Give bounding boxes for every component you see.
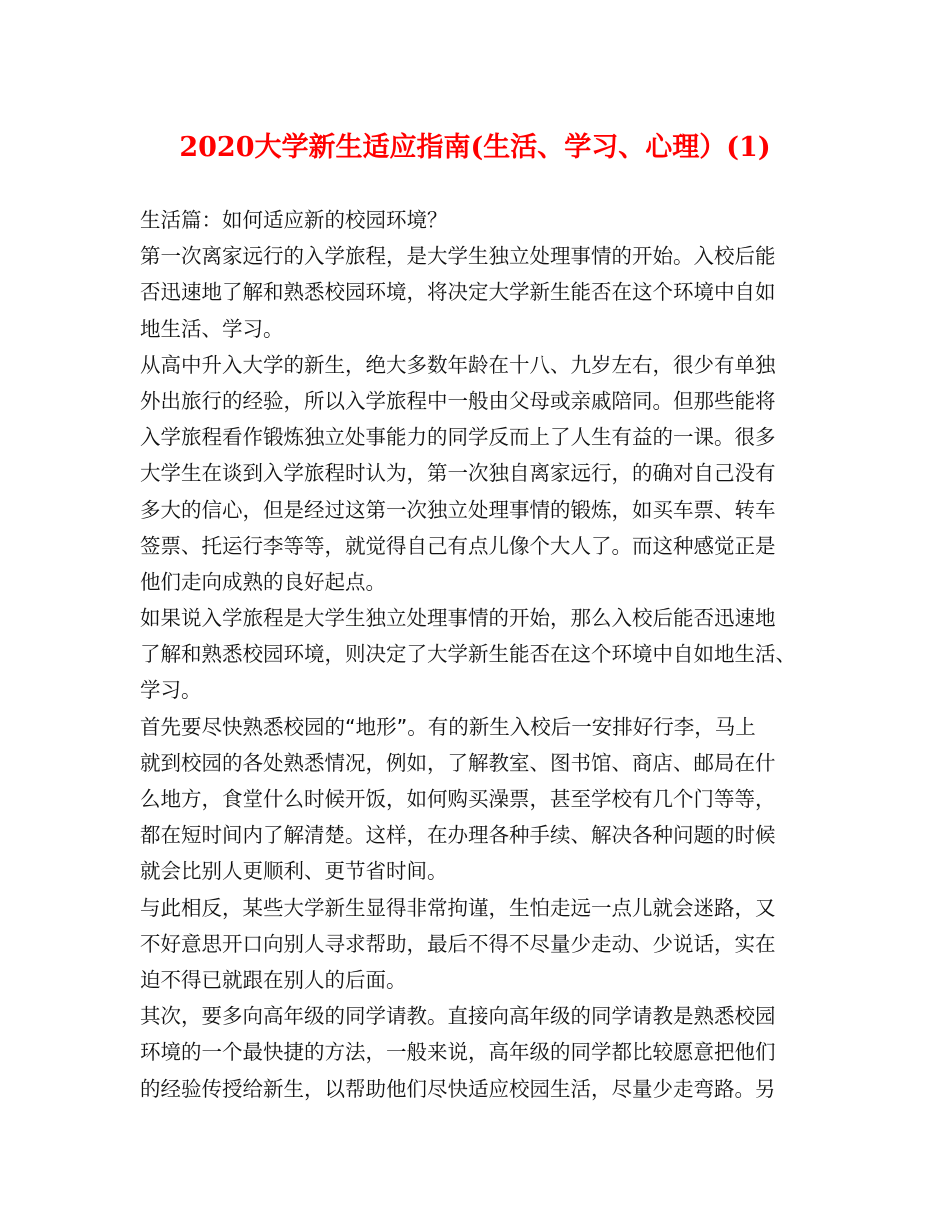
text-line: 大学生在谈到入学旅程时认为，第一次独自离家远行，的确对自己没有 [140, 461, 776, 486]
text-line: 他们走向成熟的良好起点。 [140, 569, 386, 594]
text-line: 就会比别人更顺利、更节省时间。 [140, 859, 448, 884]
text-line: 如果说入学旅程是大学生独立处理事情的开始，那么入校后能否迅速地 [140, 606, 776, 631]
text-line: 其次，要多向高年级的同学请教。直接向高年级的同学请教是熟悉校园 [140, 1004, 776, 1029]
text-line: 从高中升入大学的新生，绝大多数年龄在十八、九岁左右，很少有单独 [140, 352, 776, 377]
text-line: 签票、托运行李等等，就觉得自己有点儿像个大人了。而这种感觉正是 [140, 533, 776, 558]
text-line: 首先要尽快熟悉校园的“地形”。有的新生入校后一安排好行李，马上 [140, 714, 756, 739]
text-line: 就到校园的各处熟悉情况，例如，了解教室、图书馆、商店、邮局在什 [140, 750, 776, 775]
document-title: 2020大学新生适应指南(生活、学习、心理）(1) [179, 132, 771, 163]
text-line: 多大的信心，但是经过这第一次独立处理事情的锻炼，如买车票、转车 [140, 497, 776, 522]
text-line: 地生活、学习。 [140, 316, 284, 341]
text-line: 不好意思开口向别人寻求帮助，最后不得不尽量少走动、少说话，实在 [140, 931, 776, 956]
text-line: 外出旅行的经验，所以入学旅程中一般由父母或亲戚陪同。但那些能将 [140, 388, 776, 413]
text-line: 的经验传授给新生，以帮助他们尽快适应校园生活，尽量少走弯路。另 [140, 1076, 776, 1101]
text-line: 了解和熟悉校园环境，则决定了大学新生能否在这个环境中自如地生活、 [140, 642, 796, 667]
text-line: 否迅速地了解和熟悉校园环境，将决定大学新生能否在这个环境中自如 [140, 280, 776, 305]
text-line: 生活篇：如何适应新的校园环境？ [140, 208, 448, 232]
text-line: 与此相反，某些大学新生显得非常拘谨，生怕走远一点儿就会迷路，又 [140, 895, 776, 920]
text-line: 入学旅程看作锻炼独立处事能力的同学反而上了人生有益的一课。很多 [140, 425, 776, 450]
text-line: 学习。 [140, 678, 202, 703]
text-line: 迫不得已就跟在别人的后面。 [140, 967, 407, 992]
text-line: 环境的一个最快捷的方法，一般来说，高年级的同学都比较愿意把他们 [140, 1040, 776, 1065]
text-line: 第一次离家远行的入学旅程，是大学生独立处理事情的开始。入校后能 [140, 244, 776, 269]
text-line: 么地方，食堂什么时候开饭，如何购买澡票，甚至学校有几个门等等， [140, 787, 776, 811]
text-line: 都在短时间内了解清楚。这样，在办理各种手续、解决各种问题的时候 [140, 823, 776, 848]
document-body [140, 202, 830, 1107]
